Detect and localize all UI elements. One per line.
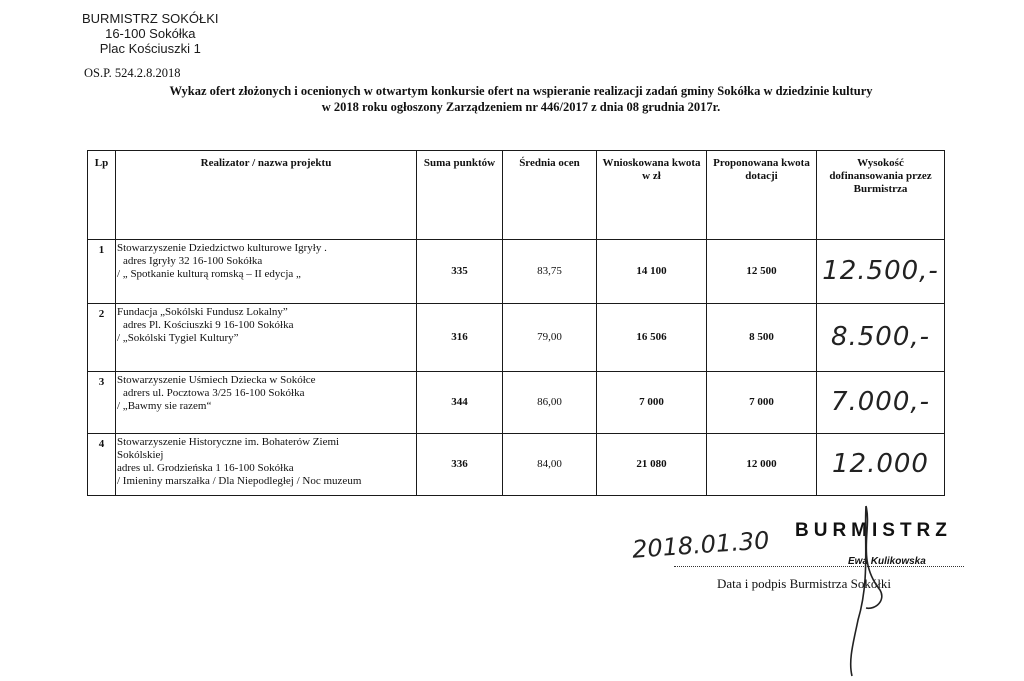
- cell-wnioskowana: 14 100: [597, 240, 707, 304]
- org-name: Stowarzyszenie Historyczne im. Bohaterów Ziemi: [117, 436, 340, 448]
- org-address: adres Pl. Kościuszki 9 16-100 Sokółka: [123, 319, 294, 331]
- cell-proponowana: 12 000: [707, 434, 817, 496]
- org-name-continued: Sokólskiej: [117, 449, 164, 461]
- project-name: / Imieniny marszałka / Dla Niepodległej / Noc muzeum: [117, 475, 362, 487]
- header-suma: Suma punktów: [417, 151, 503, 240]
- header-srednia: Średnia ocen: [503, 151, 597, 240]
- offers-table: [87, 150, 945, 496]
- cell-lp: 4: [88, 434, 116, 496]
- org-name: Fundacja „Sokólski Fundusz Lokalny”: [117, 306, 288, 318]
- cell-wnioskowana: 21 080: [597, 434, 707, 496]
- table-header-row: [88, 151, 945, 240]
- cell-srednia: 86,00: [503, 372, 597, 434]
- cell-suma: 335: [417, 240, 503, 304]
- cell-burmistrz-handwritten: 7.000,-: [817, 372, 945, 434]
- cell-proponowana: 12 500: [707, 240, 817, 304]
- cell-srednia: 79,00: [503, 304, 597, 372]
- stamp-title: BURMISTRZ: [795, 520, 952, 541]
- org-name: Stowarzyszenie Uśmiech Dziecka w Sokółce: [117, 374, 316, 386]
- cell-burmistrz-handwritten: 12.500,-: [817, 240, 945, 304]
- cell-realizator: [116, 372, 417, 434]
- header-wysokosc: Wysokość dofinansowania przez Burmistrza: [817, 151, 945, 240]
- signature-line: [674, 566, 964, 567]
- table-row: [88, 434, 945, 496]
- issuer-postcode: 16-100 Sokółka: [105, 26, 196, 41]
- cell-proponowana: 7 000: [707, 372, 817, 434]
- header-realizator: Realizator / nazwa projektu: [116, 151, 417, 240]
- cell-suma: 344: [417, 372, 503, 434]
- cell-wnioskowana: 16 506: [597, 304, 707, 372]
- org-address: adres ul. Grodzieńska 1 16-100 Sokółka: [117, 462, 294, 474]
- cell-realizator: [116, 304, 417, 372]
- cell-suma: 316: [417, 304, 503, 372]
- issuer-name: BURMISTRZ SOKÓŁKI: [82, 11, 219, 26]
- header-wnioskowana: Wnioskowana kwota w zł: [597, 151, 707, 240]
- cell-srednia: 84,00: [503, 434, 597, 496]
- title-line-1: Wykaz ofert złożonych i ocenionych w otwartym konkursie ofert na wspieranie realizacji zadań gminy Sokółka w dziedzinie kultury: [169, 84, 873, 98]
- cell-burmistrz-handwritten: 8.500,-: [817, 304, 945, 372]
- table-row: [88, 372, 945, 434]
- signature-caption: Data i podpis Burmistrza Sokółki: [717, 576, 892, 591]
- org-name: Stowarzyszenie Dziedzictwo kulturowe Igryły .: [117, 242, 327, 254]
- table-row: [88, 304, 945, 372]
- handwritten-date: 2018.01.30: [631, 526, 771, 564]
- cell-realizator: [116, 434, 417, 496]
- cell-proponowana: 8 500: [707, 304, 817, 372]
- table-row: [88, 240, 945, 304]
- project-name: / „Bawmy sie razem“: [117, 400, 212, 412]
- cell-lp: 1: [88, 240, 116, 304]
- handwritten-signature: [836, 500, 896, 678]
- title-line-2: w 2018 roku ogłoszony Zarządzeniem nr 446/2017 z dnia 08 grudnia 2017r.: [321, 100, 721, 114]
- cell-realizator: [116, 240, 417, 304]
- reference-number: OS.P. 524.2.8.2018: [84, 66, 181, 80]
- issuer-header: [82, 11, 219, 56]
- cell-burmistrz-handwritten: 12.000: [817, 434, 945, 496]
- project-name: / „Sokólski Tygiel Kultury”: [117, 332, 239, 344]
- document-title: [96, 83, 946, 115]
- issuer-street: Plac Kościuszki 1: [99, 41, 201, 56]
- project-name: / „ Spotkanie kulturą romską – II edycja „: [117, 268, 301, 280]
- cell-suma: 336: [417, 434, 503, 496]
- header-proponowana: Proponowana kwota dotacji: [707, 151, 817, 240]
- cell-lp: 3: [88, 372, 116, 434]
- cell-wnioskowana: 7 000: [597, 372, 707, 434]
- header-lp: Lp: [88, 151, 116, 240]
- org-address: adres Igryły 32 16-100 Sokółka: [123, 255, 263, 267]
- stamp-name: Ewa Kulikowska: [848, 556, 926, 567]
- cell-lp: 2: [88, 304, 116, 372]
- org-address: adrers ul. Pocztowa 3/25 16-100 Sokółka: [123, 387, 305, 399]
- cell-srednia: 83,75: [503, 240, 597, 304]
